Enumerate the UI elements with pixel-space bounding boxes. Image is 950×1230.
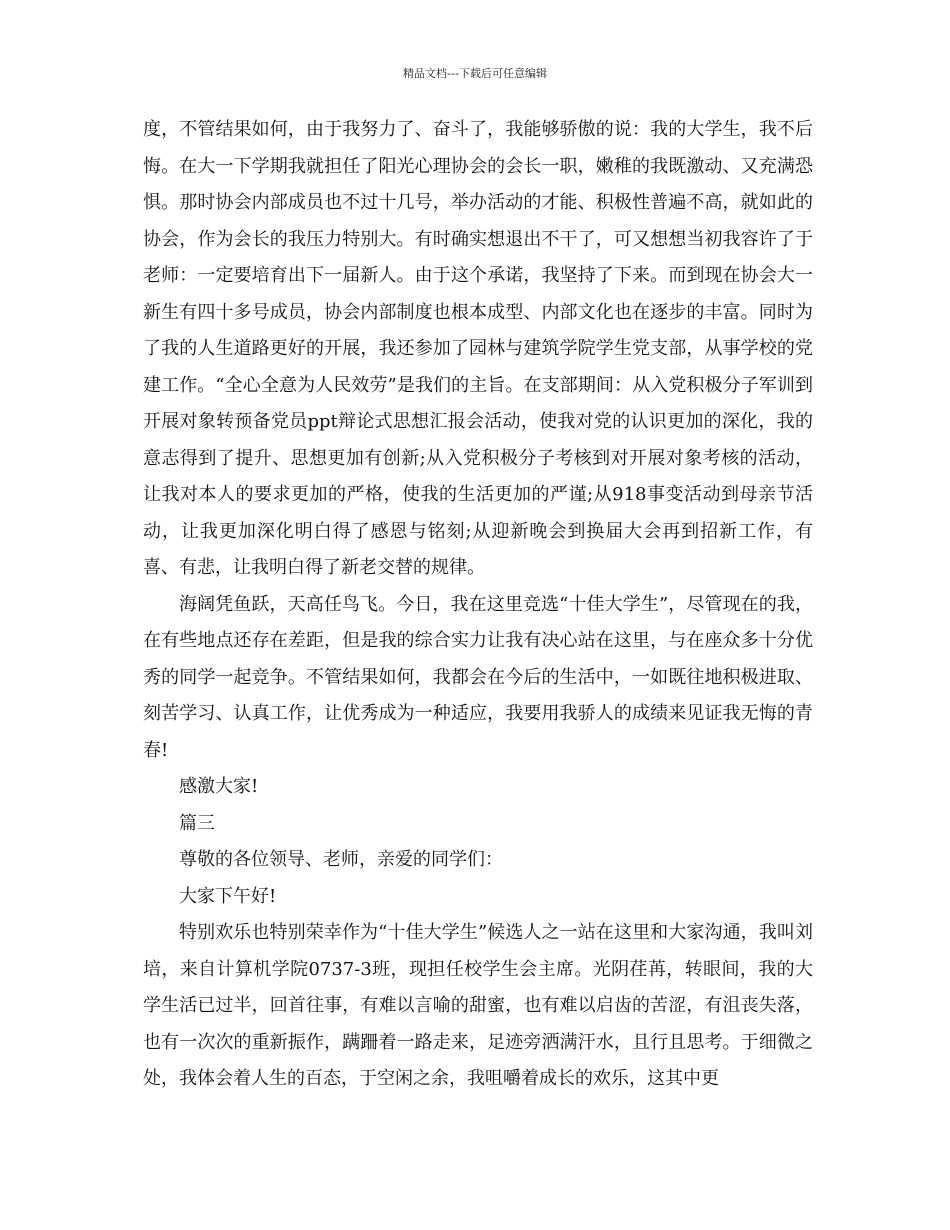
greeting: 大家下午好!	[179, 885, 277, 907]
document-body	[143, 112, 813, 1098]
paragraph-2: 海阔凭鱼跃，天高任鸟飞。今日，我在这里竞选“十佳大学生”，尽管现在的我，在有些地点还存在差距，但是我的综合实力让我有决心站在这里，与在座众多十分优秀的同学一起竞争。不管结果如何，我都会在今后的生活中，一如既往地积极进取、刻苦学习、认真工作，让优秀成为一种适应，我要用我骄人的成绩来见证我无悔的青春!	[143, 593, 813, 761]
paragraph-intro: 特别欢乐也特别荣幸作为“十佳大学生”候选人之一站在这里和大家沟通，我叫刘培，来自计算机学院0737-3班，现担任校学生会主席。光阴荏苒，转眼间，我的大学生活已过半，回首往事，有难以言喻的甜蜜，也有难以启齿的苦涩，有沮丧失落，也有一次次的重新振作，蹒跚着一路走来，足迹旁洒满汗水，且行且思考。于细微之处，我体会着人生的百态，于空闲之余，我咀嚼着成长的欢乐，这其中更	[143, 922, 813, 1089]
paragraph-thanks: 感激大家!	[179, 776, 259, 797]
section-heading: 篇三	[179, 812, 215, 834]
salutation: 尊敬的各位领导、老师，亲爱的同学们：	[179, 849, 503, 870]
page-header: 精品文档---下载后可任意编辑	[403, 67, 547, 80]
paragraph-1: 度，不管结果如何，由于我努力了、奋斗了，我能够骄傲的说：我的大学生，我不后悔。在大一下学期我就担任了阳光心理协会的会长一职，嫩稚的我既激动、又充满恐惧。那时协会内部成员也不过十几号，举办活动的才能、积极性普遍不高，就如此的协会，作为会长的我压力特别大。有时确实想退出不干了，可又想想当初我容许了于老师：一定要培育出下一届新人。由于这个承诺，我坚持了下来。而到现在协会大一新生有四十多号成员，协会内部制度也根本成型、内部文化也在逐步的丰富。同时为了我的人生道路更好的开展，我还参加了园林与建筑学院学生党支部，从事学校的党建工作。“全心全意为人民效劳”是我们的主旨。在支部期间：从入党积极分子军训到开展对象转预备党员ppt辩论式思想汇报会活动，使我对党的认识更加的深化，我的意志得到了提升、思想更加有创新;从入党积极分子考核到对开展对象考核的活动，让我对本人的要求更加的严格，使我的生活更加的严谨;从918事变活动到母亲节活动，让我更加深化明白得了感恩与铭刻;从迎新晚会到换届大会再到招新工作，有喜、有悲，让我明白得了新老交替的规律。	[143, 119, 813, 578]
